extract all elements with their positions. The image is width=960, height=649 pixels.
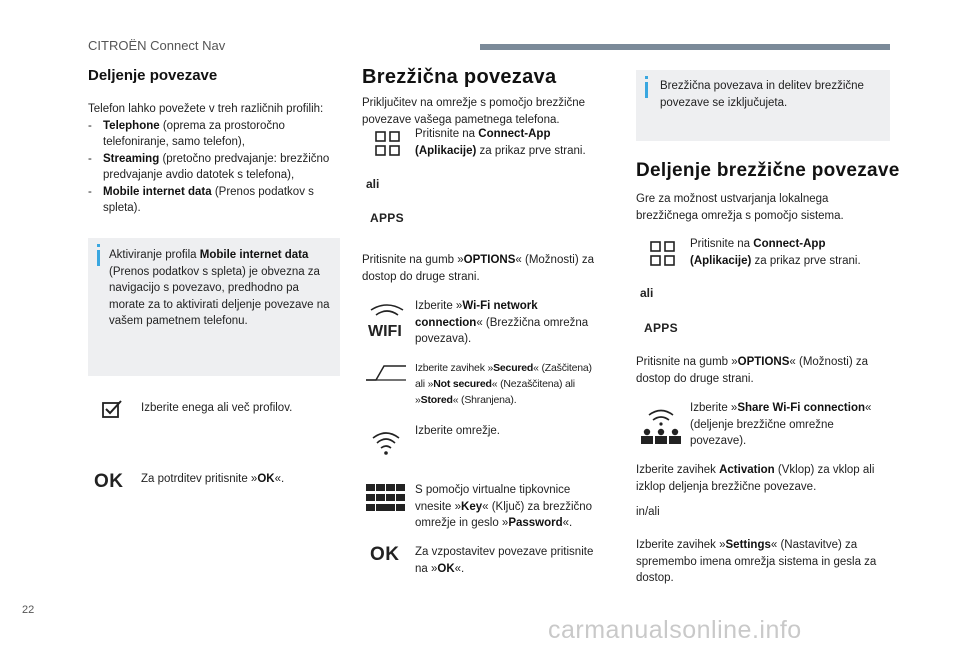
info-icon: [97, 250, 100, 266]
or-label: ali: [640, 286, 654, 300]
wifi-icon: [367, 302, 407, 338]
step-connect-app: Pritisnite na Connect-App (Aplikacije) za prikaz prve strani.: [415, 128, 586, 157]
list-item: - Mobile internet data (Prenos podatkov s spleta).: [88, 184, 348, 217]
watermark: carmanualsonline.info: [548, 616, 802, 644]
keyboard-icon: [366, 484, 406, 511]
col2-intro: Priključitev na omrežje s pomočjo brezžične povezave vašega pametnega telefona.: [362, 97, 586, 126]
list-item: - Streaming (pretočno predvajanje: brezžično predvajanje avdio datotek s telefona),: [88, 151, 348, 184]
col1-text: [88, 101, 348, 217]
step-settings: Izberite zavihek »Settings« (Nastavitve) za spremembo imena omrežja sistema in gesla za dostop.: [636, 539, 877, 584]
col3-intro: Gre za možnost ustvarjanja lokalnega brezžičnega omrežja s pomočjo sistema.: [636, 193, 844, 222]
header-bar: [480, 44, 890, 50]
step-options: Pritisnite na gumb »OPTIONS« (Možnosti) za dostop do druge strani.: [362, 254, 595, 283]
apps-grid-icon: [375, 131, 401, 157]
step-select-network: Izberite omrežje.: [415, 425, 501, 437]
info-note-text: Aktiviranje profila Mobile internet data (Prenos podatkov s spleta) je obvezna za navigacijo s povezavo, predhodno pa morate za to aktivirati deljenje povezave na vašem pametnem telefonu.: [109, 249, 330, 327]
section-heading-wifi-sharing: Deljenje brezžične povezave: [636, 160, 900, 181]
step-enter-key: S pomočjo virtualne tipkovnice vnesite »Key« (Ključ) za brezžično omrežje in geslo »Password«.: [415, 484, 593, 529]
header-title: CITROËN Connect Nav: [88, 38, 226, 53]
info-note: [88, 238, 340, 376]
step-options: Pritisnite na gumb »OPTIONS« (Možnosti) za dostop do druge strani.: [636, 356, 869, 385]
or-label: ali: [366, 177, 380, 191]
step-share-wifi: Izberite »Share Wi-Fi connection« (deljenje brezžične omrežne povezave).: [690, 402, 872, 447]
apps-grid-icon: [650, 241, 676, 267]
section-heading-connection-sharing: Deljenje povezave: [88, 67, 218, 84]
info-note-text: Brezžična povezava in delitev brezžične povezave se izključujeta.: [660, 80, 864, 109]
step-select-profiles: Izberite enega ali več profilov.: [141, 402, 293, 414]
step-connect-app: Pritisnite na Connect-App (Aplikacije) za prikaz prve strani.: [690, 238, 861, 267]
share-wifi-icon: [640, 407, 682, 445]
step-activation: Izberite zavihek Activation (Vklop) za vklop ali izklop deljenja brezžične povezave.: [636, 464, 875, 493]
ok-icon: OK: [94, 471, 124, 492]
info-note: [636, 70, 890, 141]
svg-text:WIFI: WIFI: [368, 323, 402, 338]
step-wifi-network: Izberite »Wi-Fi network connection« (Brezžična omrežna povezava).: [415, 300, 589, 345]
ok-icon: OK: [370, 544, 400, 565]
apps-button-label: APPS: [370, 211, 404, 225]
tab-icon: [365, 364, 407, 382]
list-item: - Telephone (oprema za prostoročno telefoniranje, samo telefon),: [88, 118, 348, 151]
page-number: 22: [22, 604, 35, 616]
profile-list: [88, 118, 348, 217]
checkbox-icon: [100, 400, 124, 420]
step-select-tab: Izberite zavihek »Secured« (Zaščitena) ali »Not secured« (Nezaščitena) ali »Stored« (Shranjena).: [415, 362, 592, 406]
section-heading-wifi-connection: Brezžična povezava: [362, 66, 557, 88]
wifi-signal-icon: [371, 430, 401, 456]
step-connect-ok: Za vzpostavitev povezave pritisnite na »OK«.: [415, 546, 594, 575]
col1-intro: Telefon lahko povežete v treh različnih profilih:: [88, 103, 324, 115]
step-confirm: Za potrditev pritisnite »OK«.: [141, 473, 285, 485]
info-icon: [645, 82, 648, 98]
apps-button-label: APPS: [644, 321, 678, 335]
and-or-label: in/ali: [636, 506, 660, 518]
